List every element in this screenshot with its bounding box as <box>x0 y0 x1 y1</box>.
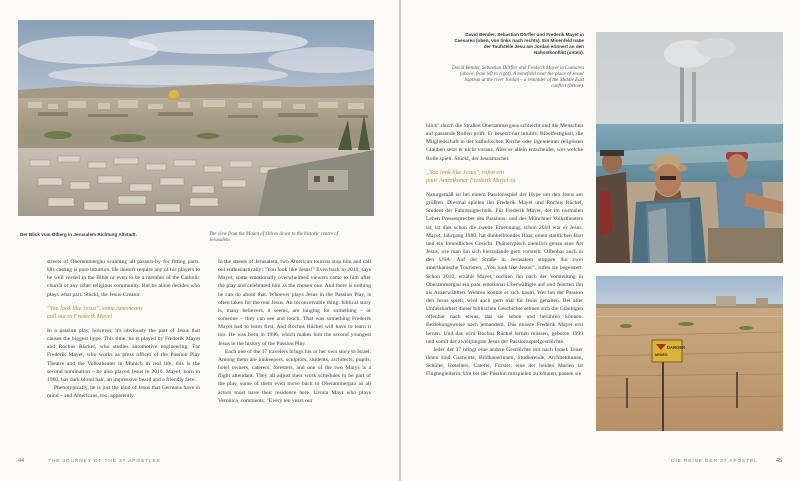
running-footer: DIE REISE DER 37 APOSTEL <box>671 459 758 464</box>
paragraph: Each one of the 37 travelers brings his or her own story to Israel. Among them are innkeepers, sculptors, students, architects, pupils, hotel owners, caterers, foresters, and one of the two Marys is a flight attendant. They all adjust their work schedules to be part of the play, some of them even move back to Oberammergau as all actors must have their residence here. Ursula Mayr who plays Veronica, comments: "Every ten years our <box>218 348 371 404</box>
paragraph: Jeder der 37 bringt eine andere Geschichte mit nach Israel. Unter ihnen sind Gastwirte, Bildhauerinnen, Studierende, Architektinnen, Schüler, Hoteliers, Caterer, Förster, eine der beiden Marien ist Flugbegleiterin. Um bei der Passion mitspielen zu können, passen sie <box>426 346 583 378</box>
left-page <box>0 0 399 481</box>
pull-quote-line: "You look like Jesus", some Americans <box>47 304 143 312</box>
caesarea-photo <box>596 32 783 263</box>
photo-caption-english: David Bender, Sebastian Dörfler and Frederik Mayet in Caesarea (above, from left to right). A minefield near the place of Jesus' baptism at the river Jordan – a reminder of the Middle East conflict (below). <box>452 66 584 89</box>
paragraph: In a passion play, however, it's obviously the part of Jesus that causes the biggest hype. This time, he is played by Frederik Mayet and Rochus Rückel, who studies automotive engineering. For Frederik Mayet, who works as press officer of the Passion Play Theatre and the Volkstheater in Munich in real life, this is the second nomination – he also played Jesus in 2010. Mayet, born in 1980, has dark blond hair, an impressive beard and a friendly face. <box>47 327 200 383</box>
german-main-column <box>426 122 583 379</box>
jerusalem-photo <box>18 20 374 216</box>
pull-quote-line: „You look like Jesus", rufen ein <box>426 168 504 176</box>
paragraph: Phenotypically, he is just the kind of Jesus that Germans have in mind – and Americans, too, apparently. <box>47 385 200 400</box>
paragraph: In the streets of Jerusalem, two American tourists stop him and call out enthusiastically: "You look like Jesus!" Even back in 2010, says Mayet, some emotionally overwhelmed viewers came to him after the play and celebrated him as the chosen one. And there is nothing he can do about that. Whoever plays Jesus in the Passion Play, is often taken for the real Jesus. An inconceivable thing: biblical story is, many believers, it seems, are longing for something – or someone – they can see and touch. That was something Frederik Mayet had to learn first. And Rochus Rückel will have to learn it too. He was born in 1996, which makes him the second youngest Jesus in the history of the Passion Play. <box>218 259 371 347</box>
photo-caption-english: The view from the Mount of Olives down to the historic centre of Jerusalem. <box>209 232 339 243</box>
english-column-2 <box>218 258 371 405</box>
page-number: 45 <box>776 458 783 464</box>
paragraph: Naturgemäß ist bei einem Passionsspiel der Hype um den Jesus am größten. Diesmal spielen ihn Frederik Mayet und Rochus Rückel, Student der Fahrzeugtechnik. Für Frederik Mayet, der im normalen Leben Pressesprecher des Passions- und des Münchner Volkstheaters ist, ist dies schon die zweite Ernennung, schon 2010 war er Jesus. Mayet, Jahrgang 1980, hat dunkelblondes Haar, einen stattlichen Bart und ein freundliches Gesicht. Phänotypisch ziemlich genau eine Art Jesus, wie man ihn sich hierzulande gern vorstellt. Offenbar auch in den USA: Auf der Straße in Jerusalem stoppen ihn zwei amerikanische Touristen, „You look like Jesus!", rufen sie begeistert. Schon 2010, erzählt Mayet, suchten ihn nach der Vorstellung in Oberammergau ein paar emotional Überwältigte auf und feierten ihn als Auserwählten. Wehren konnte er sich kaum. Wer bei der Passion den Jesus spielt, wird auch gern mal für Jesus gehalten. Bei aller Unfassbarkeit dieser biblischen Geschichte sehnen sich die Gläubigen offenbar nach etwas, das sie sehen und berühren können. Beziehungsweise nach jemandem. Das musste Frederik Mayet erst lernen. Und das wird Rochus Rückel lernen müssen, geboren 1996 und somit der zweitjüngste Jesus der Passionsspielgeschichte. <box>426 191 583 345</box>
english-column-1 <box>47 258 200 400</box>
warning-sign-text: DANGER <box>667 345 686 350</box>
page-number: 44 <box>18 458 25 464</box>
minefield-photo <box>596 276 783 431</box>
pull-quote-line: paar Amerikaner Frederik Mayet zu <box>426 176 516 184</box>
running-footer: THE JOURNEY OF THE 37 APOSTLES <box>48 459 161 464</box>
pull-quote <box>426 169 583 185</box>
paragraph: blick" durch die Straßen Oberammergaus schleicht und die Menschen auf passende Rollen prüft. Er besetzt nur intuitiv. Bibelfestigkeit, die Mitgliedschaft in der katholischen Kirche oder irgendeiner religiösen Glauben setzt er nicht voraus. Aber er allein entscheidet, wer welche Rolle spielt. Stückl, der Jesusmacher. <box>426 123 583 162</box>
pull-quote <box>47 305 200 321</box>
photo-caption-german: David Bender, Sebastian Dörfler und Frederik Mayet in Caesarea (oben, von links nach rechts). Ein Minenfeld nahe der Taufstelle Jesu am Jordan erinnert an den Nahostkonflikt (unten). <box>454 32 584 55</box>
pull-quote-line: call out to Frederik Mayet <box>47 312 113 320</box>
warning-sign-text: MINES <box>655 352 668 357</box>
photo-caption-german: Der Blick vom Ölberg in Jerusalem Richtung Altstadt. <box>20 232 137 237</box>
right-page <box>401 0 800 481</box>
paragraph: streets of Oberammergau scanning all passers-by for fitting parts. His casting is pure intuition. He doesn't require any of his players to be well versed in the Bible or even to be a member of the Catholic church or any other religious community. But he alone decides who plays what part. Stückl, the Jesus-Creator. <box>47 259 200 298</box>
